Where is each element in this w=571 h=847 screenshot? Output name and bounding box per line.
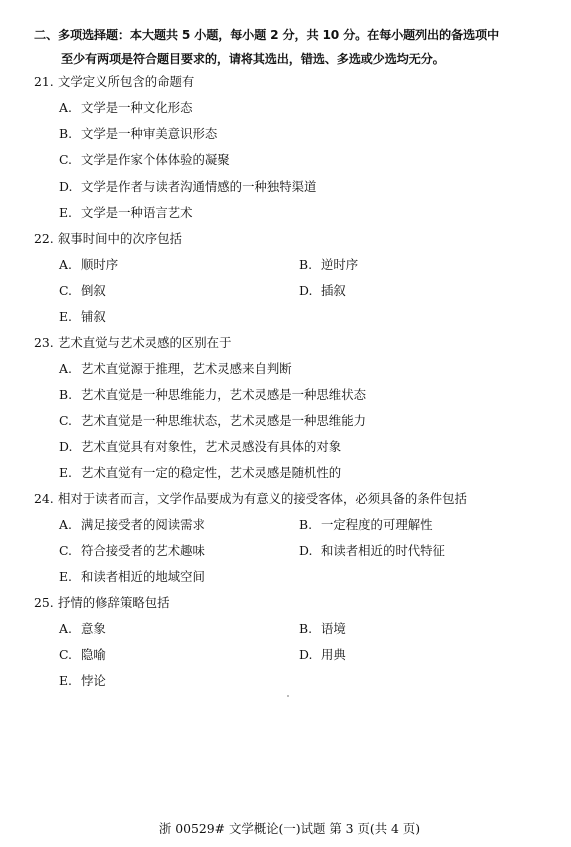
question-stem: 艺术直觉与艺术灵感的区别在于 xyxy=(58,335,232,350)
option-text: 艺术直觉具有对象性，艺术灵感没有具体的对象 xyxy=(81,439,342,454)
question-25 xyxy=(34,594,170,612)
option-21-b xyxy=(59,125,217,143)
option-text: 插叙 xyxy=(321,283,346,298)
option-text: 文学是一种语言艺术 xyxy=(81,205,193,220)
option-25-d xyxy=(299,646,346,664)
option-text: 和读者相近的时代特征 xyxy=(321,543,445,558)
option-text: 顺时序 xyxy=(81,257,119,272)
question-stem: 文学定义所包含的命题有 xyxy=(58,74,195,89)
option-label: D. xyxy=(299,543,313,558)
option-24-a xyxy=(59,516,205,534)
option-24-e xyxy=(59,568,205,586)
option-23-a xyxy=(59,360,292,378)
question-number: 21. xyxy=(34,74,54,89)
option-23-c xyxy=(59,412,366,430)
option-text: 艺术直觉是一种思维能力，艺术灵感是一种思维状态 xyxy=(81,387,366,402)
question-24 xyxy=(34,490,467,508)
option-label: D. xyxy=(299,647,313,662)
question-number: 25. xyxy=(34,595,54,610)
option-24-b xyxy=(299,516,433,534)
option-label: C. xyxy=(59,152,72,167)
question-stem: 相对于读者而言，文学作品要成为有意义的接受客体，必须具备的条件包括 xyxy=(58,491,467,506)
section-heading xyxy=(34,23,554,71)
option-21-e xyxy=(59,204,193,222)
option-25-b xyxy=(299,620,346,638)
option-22-c xyxy=(59,282,106,300)
option-text: 文学是作家个体体验的凝聚 xyxy=(81,152,230,167)
option-label: B. xyxy=(299,257,313,272)
option-text: 语境 xyxy=(321,621,346,636)
option-25-e xyxy=(59,672,106,690)
option-22-a xyxy=(59,256,118,274)
option-label: C. xyxy=(59,283,72,298)
option-label: D. xyxy=(59,179,73,194)
option-label: E. xyxy=(59,569,72,584)
section-heading-line-2: 至少有两项是符合题目要求的，请将其选出，错选、多选或少选均无分。 xyxy=(61,52,445,66)
option-text: 艺术直觉有一定的稳定性，艺术灵感是随机性的 xyxy=(81,465,342,480)
option-23-b xyxy=(59,386,366,404)
option-text: 符合接受者的艺术趣味 xyxy=(81,543,205,558)
section-heading-line-1: 二、多项选择题：本大题共 5 小题，每小题 2 分，共 10 分。在每小题列出的备选项中 xyxy=(34,28,499,42)
question-number: 23. xyxy=(34,335,54,350)
option-label: D. xyxy=(299,283,313,298)
option-text: 文学是一种审美意识形态 xyxy=(81,126,218,141)
option-label: B. xyxy=(299,517,313,532)
option-22-e xyxy=(59,308,106,326)
option-text: 艺术直觉源于推理，艺术灵感来自判断 xyxy=(81,361,292,376)
question-21 xyxy=(34,73,194,91)
option-label: E. xyxy=(59,309,72,324)
page-footer: 浙 00529# 文学概论(一)试题 第 3 页(共 4 页) xyxy=(158,821,421,836)
option-label: C. xyxy=(59,647,72,662)
option-text: 铺叙 xyxy=(81,309,106,324)
option-text: 悖论 xyxy=(81,673,106,688)
option-label: B. xyxy=(59,387,73,402)
option-21-a xyxy=(59,99,193,117)
question-stem: 抒情的修辞策略包括 xyxy=(58,595,170,610)
option-text: 和读者相近的地域空间 xyxy=(81,569,205,584)
question-23 xyxy=(34,334,231,352)
option-text: 意象 xyxy=(81,621,106,636)
option-text: 满足接受者的阅读需求 xyxy=(81,517,205,532)
option-23-d xyxy=(59,438,341,456)
option-text: 文学是作者与读者沟通情感的一种独特渠道 xyxy=(81,179,317,194)
option-22-d xyxy=(299,282,346,300)
option-label: A. xyxy=(59,257,72,272)
option-24-d xyxy=(299,542,445,560)
question-number: 24. xyxy=(34,491,54,506)
option-21-c xyxy=(59,151,230,169)
option-label: A. xyxy=(59,517,72,532)
option-text: 隐喻 xyxy=(81,647,106,662)
scan-speck xyxy=(287,695,289,697)
option-label: A. xyxy=(59,361,72,376)
option-label: E. xyxy=(59,673,72,688)
question-number: 22. xyxy=(34,231,54,246)
option-label: C. xyxy=(59,413,72,428)
option-21-d xyxy=(59,178,316,196)
question-22 xyxy=(34,230,182,248)
option-25-c xyxy=(59,646,106,664)
option-text: 逆时序 xyxy=(321,257,359,272)
option-22-b xyxy=(299,256,358,274)
option-label: E. xyxy=(59,465,72,480)
option-label: B. xyxy=(299,621,313,636)
option-24-c xyxy=(59,542,205,560)
option-text: 一定程度的可理解性 xyxy=(321,517,433,532)
option-text: 文学是一种文化形态 xyxy=(81,100,193,115)
option-label: A. xyxy=(59,621,72,636)
option-23-e xyxy=(59,464,341,482)
option-label: E. xyxy=(59,205,72,220)
option-25-a xyxy=(59,620,106,638)
option-label: D. xyxy=(59,439,73,454)
question-stem: 叙事时间中的次序包括 xyxy=(58,231,182,246)
option-label: B. xyxy=(59,126,73,141)
option-label: A. xyxy=(59,100,72,115)
option-label: C. xyxy=(59,543,72,558)
option-text: 艺术直觉是一种思维状态，艺术灵感是一种思维能力 xyxy=(81,413,366,428)
option-text: 倒叙 xyxy=(81,283,106,298)
option-text: 用典 xyxy=(321,647,346,662)
